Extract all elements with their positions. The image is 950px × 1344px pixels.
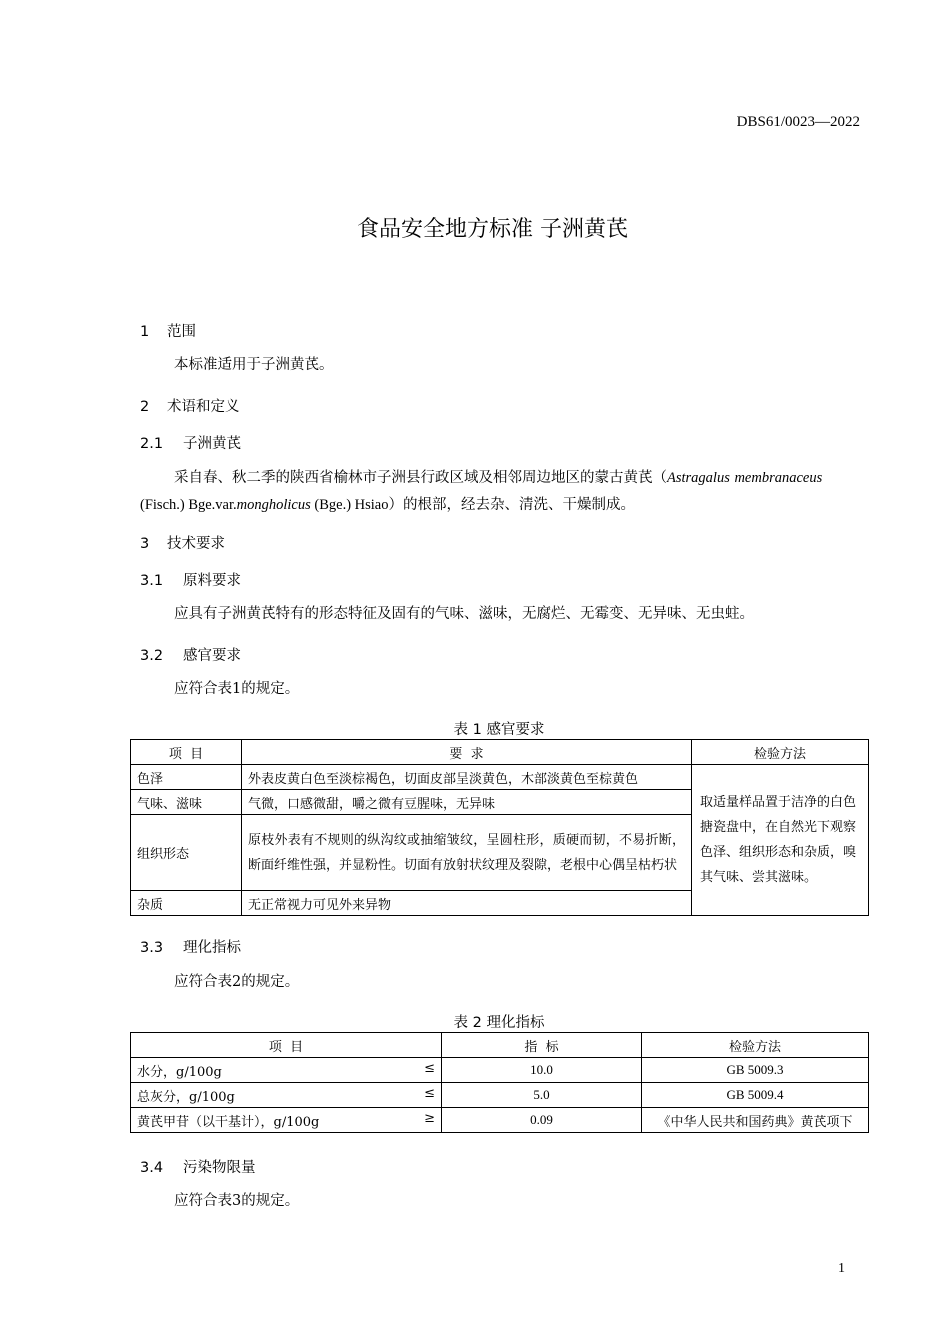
document-title: 食品安全地方标准 子洲黄芪 — [357, 217, 628, 242]
item-cell — [131, 1058, 442, 1083]
value-cell: 0.09 — [442, 1108, 642, 1133]
section-number: 2 — [140, 399, 150, 415]
table-2-caption: 表 2 理化指标 — [453, 1015, 545, 1031]
section-title: 术语和定义 — [167, 399, 240, 415]
latin-authority: (Fisch.) Bge.var. — [140, 497, 237, 513]
item-cell — [131, 1108, 442, 1133]
definition-text-end: ）的根部，经去杂、清洗、干燥制成。 — [388, 497, 635, 513]
section-number: 3.1 — [140, 573, 164, 589]
page-number: 1 — [838, 1261, 845, 1276]
item-cell: 组织形态 — [131, 815, 242, 891]
column-header-item: 项 目 — [131, 740, 242, 765]
method-cell: 取适量样品置于洁净的白色搪瓷盘中，在自然光下观察色泽、组织形态和杂质，嗅其气味、尝其滋味。 — [692, 765, 869, 916]
section-number: 3 — [140, 536, 150, 552]
sensory-requirements-table — [130, 739, 869, 916]
table-row — [131, 765, 869, 790]
definition-text: 采自春、秋二季的陕西省榆林市子洲县行政区域及相邻周边地区的蒙古黄芪（ — [174, 470, 667, 486]
table-row — [131, 1108, 869, 1133]
item-label: 总灰分，g/100g — [137, 1089, 235, 1105]
comparison-operator: ≥ — [424, 1110, 435, 1126]
comparison-operator: ≤ — [424, 1060, 435, 1076]
requirement-cell: 外表皮黄白色至淡棕褐色，切面皮部呈淡黄色，木部淡黄色至棕黄色 — [242, 765, 692, 790]
column-header-requirement: 要 求 — [242, 740, 692, 765]
value-cell: 5.0 — [442, 1083, 642, 1108]
section-1-body: 本标准适用于子洲黄芪。 — [174, 357, 334, 373]
section-number: 1 — [140, 324, 150, 340]
item-cell: 气味、滋味 — [131, 790, 242, 815]
requirement-cell: 气微，口感微甜，嚼之微有豆腥味，无异味 — [242, 790, 692, 815]
comparison-operator: ≤ — [424, 1085, 435, 1101]
section-2-heading — [140, 395, 240, 416]
section-1-heading — [140, 320, 196, 341]
section-3-4-heading — [140, 1156, 256, 1177]
section-number: 3.2 — [140, 648, 164, 664]
requirement-cell: 原枝外表有不规则的纵沟纹或抽缩皱纹，呈圆柱形，质硬而韧，不易折断，断面纤维性强，并显粉性。切面有放射状纹理及裂隙，老根中心偶呈枯朽状 — [242, 815, 692, 891]
latin-species: membranaceus — [734, 470, 823, 486]
section-title: 技术要求 — [167, 536, 225, 552]
table-header-row — [131, 1033, 869, 1058]
section-3-4-body: 应符合表3的规定。 — [174, 1193, 300, 1209]
method-cell: GB 5009.4 — [642, 1083, 869, 1108]
item-label: 水分，g/100g — [137, 1064, 222, 1080]
table-1-caption: 表 1 感官要求 — [453, 722, 545, 738]
section-title: 范围 — [167, 324, 196, 340]
section-title: 理化指标 — [183, 940, 241, 956]
column-header-method: 检验方法 — [642, 1033, 869, 1058]
section-2-1-heading — [140, 432, 241, 453]
section-number: 3.3 — [140, 940, 164, 956]
section-title: 污染物限量 — [183, 1160, 256, 1176]
item-label: 黄芪甲苷（以干基计），g/100g — [137, 1114, 320, 1130]
section-3-1-body: 应具有子洲黄芪特有的形态特征及固有的气味、滋味，无腐烂、无霉变、无异味、无虫蛀。 — [174, 606, 754, 622]
item-cell: 杂质 — [131, 891, 242, 916]
section-3-1-heading — [140, 569, 241, 590]
section-title: 原料要求 — [183, 573, 241, 589]
table-row — [131, 1083, 869, 1108]
section-2-1-body — [140, 465, 860, 519]
latin-variety: mongholicus — [236, 497, 311, 513]
method-cell: 《中华人民共和国药典》黄芪项下 — [642, 1108, 869, 1133]
section-3-3-heading — [140, 936, 241, 957]
value-cell: 10.0 — [442, 1058, 642, 1083]
column-header-indicator: 指 标 — [442, 1033, 642, 1058]
method-cell: GB 5009.3 — [642, 1058, 869, 1083]
column-header-method: 检验方法 — [692, 740, 869, 765]
section-3-2-heading — [140, 644, 241, 665]
section-title: 感官要求 — [183, 648, 241, 664]
document-code: DBS61/0023—2022 — [736, 114, 860, 130]
item-cell: 色泽 — [131, 765, 242, 790]
section-number: 2.1 — [140, 436, 164, 452]
section-3-2-body: 应符合表1的规定。 — [174, 681, 300, 697]
table-header-row — [131, 740, 869, 765]
requirement-cell: 无正常视力可见外来异物 — [242, 891, 692, 916]
latin-genus: Astragalus — [667, 470, 730, 486]
table-row — [131, 1058, 869, 1083]
section-3-heading — [140, 532, 225, 553]
column-header-item: 项 目 — [131, 1033, 442, 1058]
section-title: 子洲黄芪 — [183, 436, 241, 452]
physicochemical-table — [130, 1032, 869, 1133]
latin-variety-authority: (Bge.) Hsiao — [310, 497, 389, 513]
section-number: 3.4 — [140, 1160, 164, 1176]
section-3-3-body: 应符合表2的规定。 — [174, 974, 300, 990]
item-cell — [131, 1083, 442, 1108]
